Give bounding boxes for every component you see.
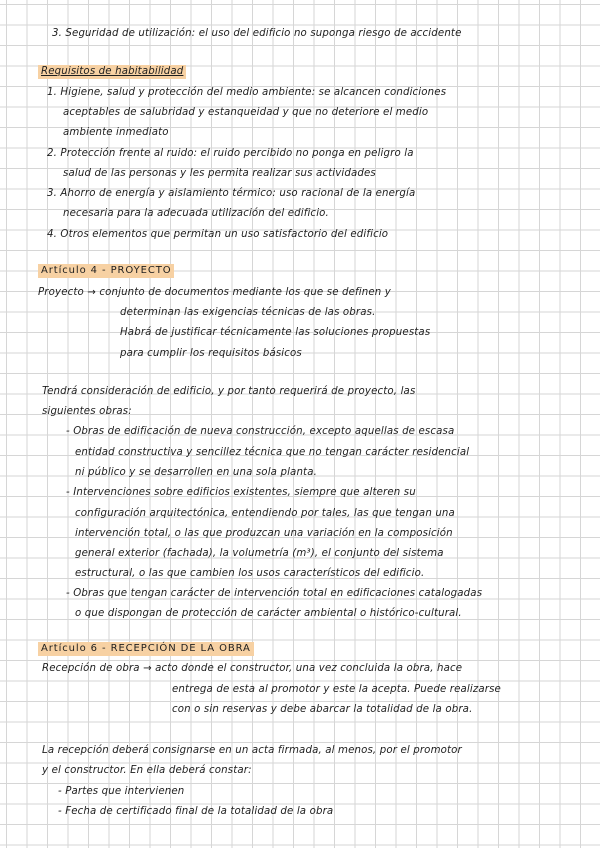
article-heading-proyecto: Artículo 4 - PROYECTO bbox=[38, 264, 174, 278]
text-line: 1. Higiene, salud y protección del medio ambiente: se alcancen condiciones bbox=[47, 87, 447, 98]
text-line: con o sin reservas y debe abarcar la totalidad de la obra. bbox=[172, 704, 473, 715]
text-line: estructural, o las que cambien los usos característicos del edificio. bbox=[75, 568, 425, 579]
text-line: Recepción de obra → acto donde el constructor, una vez concluida la obra, hace bbox=[42, 663, 463, 674]
list-item: - Fecha de certificado final de la totalidad de la obra bbox=[58, 806, 334, 817]
text-line: ni público y se desarrollen en una sola planta. bbox=[75, 467, 317, 478]
list-item: - Obras que tengan carácter de intervención total en edificaciones catalogadas bbox=[66, 588, 483, 599]
list-item: - Obras de edificación de nueva construcción, excepto aquellas de escasa bbox=[66, 426, 455, 437]
text-line: intervención total, o las que produzcan una variación en la composición bbox=[75, 528, 453, 539]
text-line: 2. Protección frente al ruido: el ruido percibido no ponga en peligro la bbox=[47, 148, 414, 159]
text-line: y el constructor. En ella deberá constar: bbox=[42, 765, 252, 776]
text-line: configuración arquitectónica, entendiendo por tales, las que tengan una bbox=[75, 508, 455, 519]
text-line: entrega de esta al promotor y este la acepta. Puede realizarse bbox=[172, 684, 501, 695]
list-item: - Partes que intervienen bbox=[58, 786, 185, 797]
text-line: para cumplir los requisitos básicos bbox=[120, 348, 302, 359]
text-line: 3. Ahorro de energía y aislamiento térmico: uso racional de la energía bbox=[47, 188, 416, 199]
text-line: La recepción deberá consignarse en un acta firmada, al menos, por el promotor bbox=[42, 745, 462, 756]
text-line: entidad constructiva y sencillez técnica que no tengan carácter residencial bbox=[75, 447, 470, 458]
text-line: salud de las personas y les permita realizar sus actividades bbox=[63, 168, 376, 179]
text-line: aceptables de salubridad y estanqueidad y que no deteriore el medio bbox=[63, 107, 429, 118]
text-line: siguientes obras: bbox=[42, 406, 132, 417]
text-line: Habrá de justificar técnicamente las soluciones propuestas bbox=[120, 327, 431, 338]
text-line: general exterior (fachada), la volumetría (m³), el conjunto del sistema bbox=[75, 548, 444, 559]
text-line: determinan las exigencias técnicas de las obras. bbox=[120, 307, 376, 318]
text-line: necesaria para la adecuada utilización del edificio. bbox=[63, 208, 329, 219]
text-line: o que dispongan de protección de carácter ambiental o histórico-cultural. bbox=[75, 608, 462, 619]
text-line: Tendrá consideración de edificio, y por tanto requerirá de proyecto, las bbox=[42, 386, 416, 397]
section-heading-requisitos-habitabilidad: Requisitos de habitabilidad bbox=[38, 65, 186, 79]
list-item: - Intervenciones sobre edificios existentes, siempre que alteren su bbox=[66, 487, 416, 498]
text-line: 4. Otros elementos que permitan un uso satisfactorio del edificio bbox=[47, 229, 389, 240]
text-line: Proyecto → conjunto de documentos mediante los que se definen y bbox=[38, 287, 391, 298]
article-heading-recepcion-obra: Artículo 6 - RECEPCIÓN DE LA OBRA bbox=[38, 642, 254, 656]
text-line: ambiente inmediato bbox=[63, 127, 169, 138]
text-line: 3. Seguridad de utilización: el uso del edificio no suponga riesgo de accidente bbox=[52, 28, 462, 39]
